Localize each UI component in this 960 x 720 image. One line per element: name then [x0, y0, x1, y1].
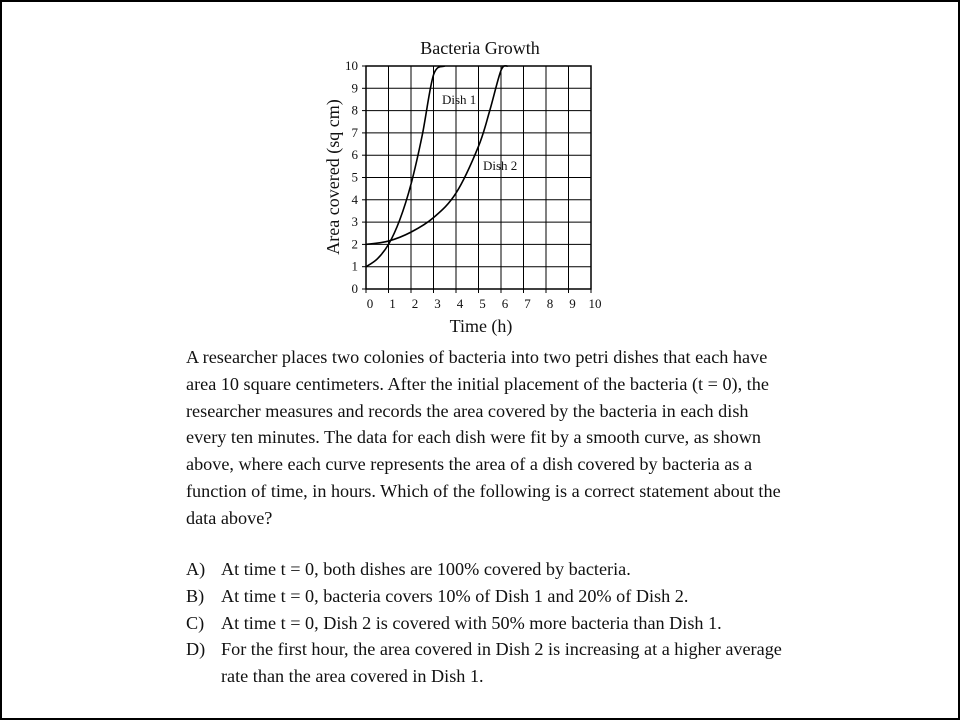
x-tick-label: 6 — [501, 296, 509, 311]
y-tick-label: 9 — [351, 80, 358, 96]
option-d[interactable] — [186, 636, 806, 690]
x-tick-label: 0 — [366, 296, 374, 311]
option-text: At time t = 0, both dishes are 100% covered by bacteria. — [221, 559, 631, 579]
x-tick-label: 4 — [456, 296, 464, 311]
option-text: At time t = 0, Dish 2 is covered with 50% more bacteria than Dish 1. — [221, 612, 722, 633]
x-tick-label: 1 — [389, 296, 396, 311]
question-stem: A researcher places two colonies of bacteria into two petri dishes that each have area 10 square centimeters. After the initial placement of the bacteria (t = 0), the researcher measures and records the area covered by the bacteria in each dish every ten minutes. The data for each dish were fit by a smooth curve, as shown above, where each curve represents the area of a dish covered by bacteria as a function of time, in hours. Which of the following is a correct statement about the data above? — [186, 347, 781, 528]
dish-1-label: Dish 1 — [442, 92, 477, 107]
y-tick-label: 1 — [351, 258, 358, 274]
y-tick-labels — [345, 58, 359, 296]
x-tick-labels — [367, 296, 602, 311]
option-letter: A) — [186, 559, 206, 579]
y-axis-label: Area covered (sq cm) — [323, 99, 343, 255]
x-tick-label: 9 — [569, 296, 576, 311]
option-letter: D) — [186, 639, 206, 660]
option-letter: C) — [186, 612, 205, 633]
x-tick-label: 3 — [434, 296, 441, 311]
answer-options — [186, 556, 806, 690]
option-b[interactable] — [186, 583, 806, 610]
option-a[interactable] — [186, 556, 806, 583]
y-tick-label: 5 — [351, 169, 358, 185]
chart-title: Bacteria Growth — [420, 38, 540, 58]
y-tick-label: 3 — [351, 214, 358, 230]
option-letter: B) — [186, 585, 205, 606]
x-tick-label: 7 — [524, 296, 531, 311]
y-tick-label: 6 — [351, 147, 358, 163]
grid — [362, 66, 591, 293]
x-axis-label: Time (h) — [449, 316, 513, 336]
y-tick-label: 0 — [351, 281, 358, 296]
x-tick-label: 5 — [479, 296, 486, 311]
x-tick-label: 2 — [411, 296, 419, 311]
x-tick-label: 8 — [546, 296, 554, 311]
y-tick-label: 7 — [351, 124, 358, 140]
y-tick-label: 2 — [351, 236, 358, 252]
dish-1-curve — [366, 66, 445, 267]
y-tick-label: 8 — [351, 102, 358, 118]
x-tick-label: 10 — [588, 296, 602, 311]
option-text: At time t = 0, bacteria covers 10% of Dish 1 and 20% of Dish 2. — [221, 585, 689, 606]
y-tick-label: 4 — [351, 191, 358, 207]
y-tick-label: 10 — [345, 58, 358, 73]
dish-2-label: Dish 2 — [483, 158, 518, 173]
bacteria-growth-chart — [2, 2, 958, 342]
option-text: For the first hour, the area covered in Dish 2 is increasing at a higher average rate than the area covered in Dish 1. — [221, 639, 782, 687]
option-c[interactable] — [186, 610, 806, 637]
